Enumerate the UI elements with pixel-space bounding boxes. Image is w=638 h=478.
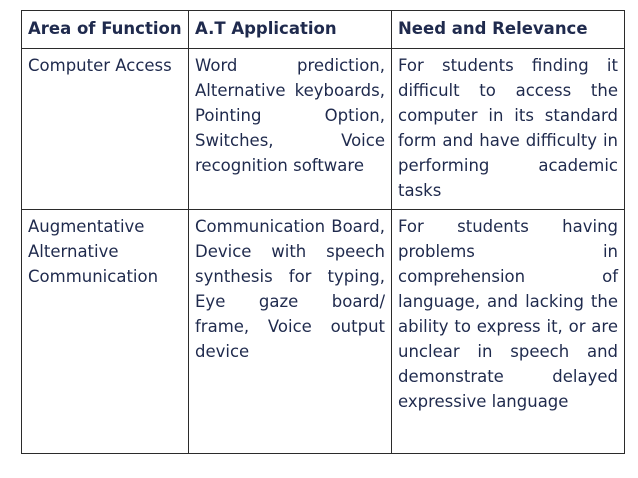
header-need-and-relevance: Need and Relevance <box>392 11 625 49</box>
header-row <box>22 11 625 49</box>
at-table <box>21 10 625 454</box>
cell-need: For students finding it difficult to access the computer in its standard form and have difficulty in performing academic tasks <box>392 49 625 210</box>
table-row <box>22 49 625 210</box>
cell-area: Computer Access <box>22 49 189 210</box>
cell-application: Word prediction, Alternative keyboards, Pointing Option, Switches, Voice recognition software <box>189 49 392 210</box>
table-row <box>22 210 625 454</box>
cell-area: Augmentative Alternative Communication <box>22 210 189 454</box>
cell-need: For students having problems in comprehension of language, and lacking the ability to express it, or are unclear in speech and demonstrate delayed expressive language <box>392 210 625 454</box>
table-body <box>22 49 625 454</box>
header-area-of-function: Area of Function <box>22 11 189 49</box>
header-at-application: A.T Application <box>189 11 392 49</box>
table-header <box>22 11 625 49</box>
cell-application: Communication Board, Device with speech synthesis for typing, Eye gaze board/ frame, Voice output device <box>189 210 392 454</box>
